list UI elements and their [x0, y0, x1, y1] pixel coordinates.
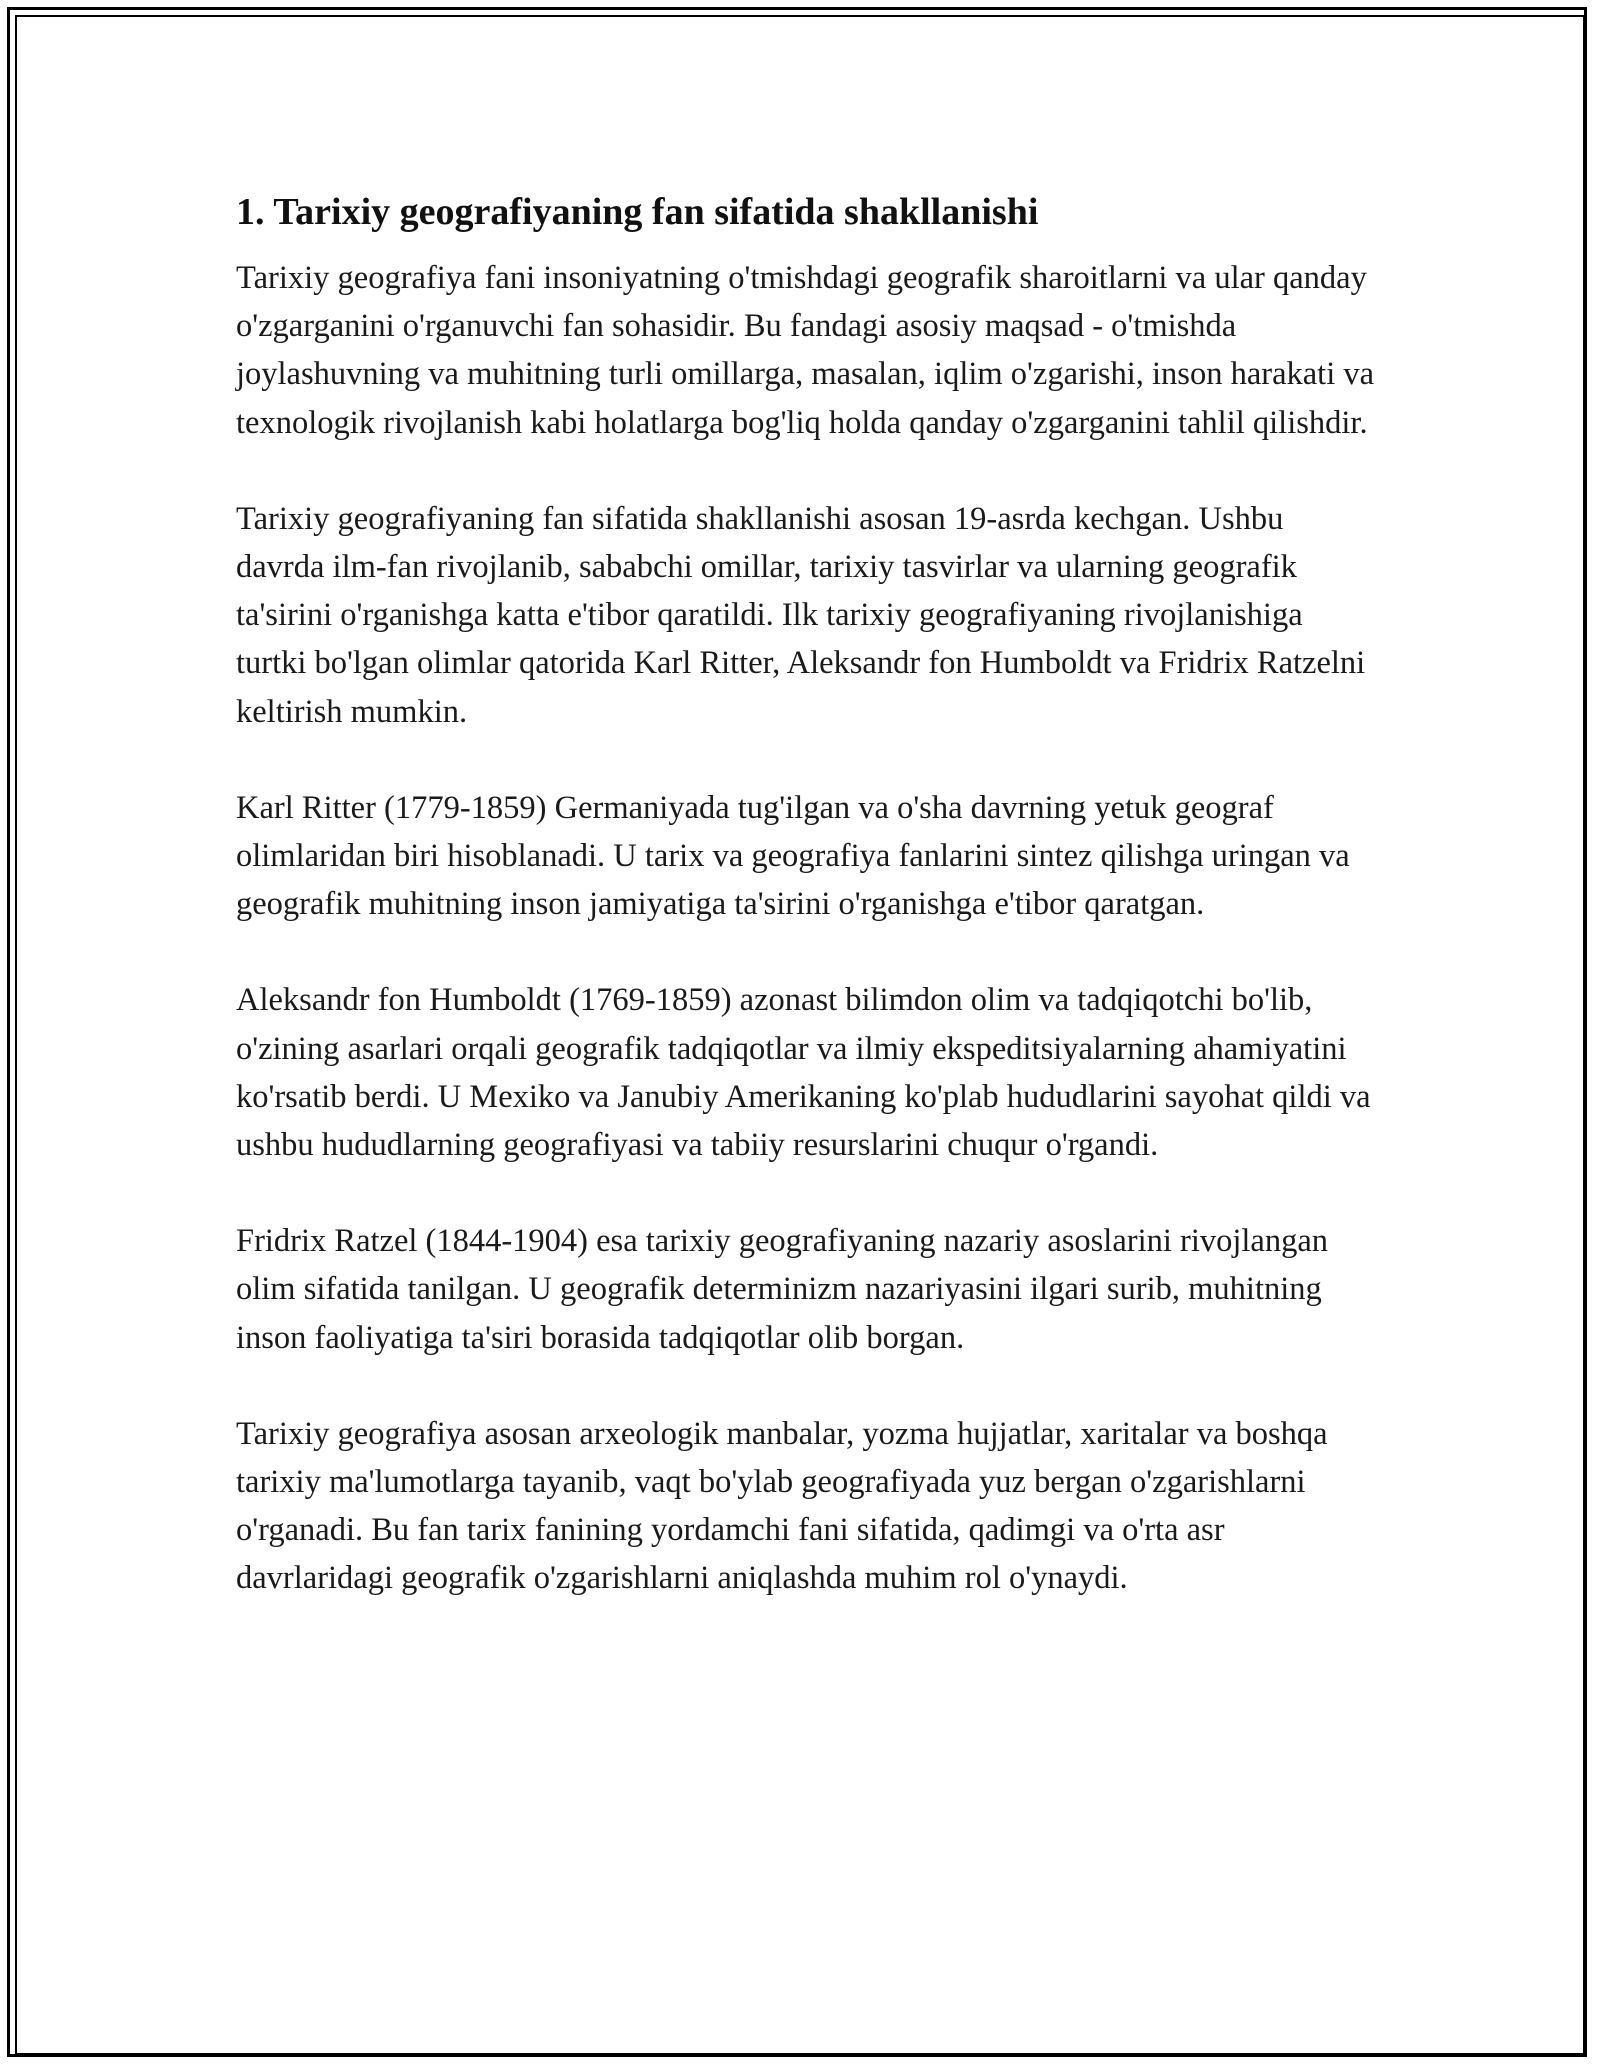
paragraph-intro: Tarixiy geografiya fani insoniyatning o'tmishdagi geografik sharoitlarni va ular qanday o'zgarganini o'rganuvchi fan sohasidir. Bu fandagi asosiy maqsad - o'tmishda joylashuvning va muhitning turli omillarga, masalan, iqlim o'zgarishi, inson harakati va texnologik rivojlanish kabi holatlarga bog'liq holda qanday o'zgarganini tahlil qilishdir. — [236, 260, 1375, 441]
paragraph-sources: Tarixiy geografiya asosan arxeologik manbalar, yozma hujjatlar, xaritalar va boshqa tarixiy ma'lumotlarga tayanib, vaqt bo'ylab geografiyada yuz bergan o'zgarishlarni o'rganadi. Bu fan tarix fanining yordamchi fani sifatida, qadimgi va o'rta asr davrlaridagi geografik o'zgarishlarni aniqlashda muhim rol o'ynaydi. — [236, 1415, 1328, 1597]
paragraph-formation: Tarixiy geografiyaning fan sifatida shakllanishi asosan 19-asrda kechgan. Ushbu davrda ilm-fan rivojlanib, sababchi omillar, tarixiy tasvirlar va ularning geografik ta'sirini o'rganishga katta e'tibor qaratildi. Ilk tarixiy geografiyaning rivojlanishiga turtki bo'lgan olimlar qatorida Karl Ritter, Aleksandr fon Humboldt va Fridrix Ratzelni keltirish mumkin. — [236, 500, 1366, 730]
paragraph-humboldt: Aleksandr fon Humboldt (1769-1859) azonast bilimdon olim va tadqiqotchi bo'lib, o'zining asarlari orqali geografik tadqiqotlar va ilmiy ekspeditsiyalarning ahamiyatini ko'rsatib berdi. U Mexiko va Janubiy Amerikaning ko'plab hududlarini sayohat qildi va ushbu hududlarning geografiyasi va tabiiy resurslarini chuqur o'rgandi. — [236, 982, 1371, 1164]
paragraph-karl-ritter: Karl Ritter (1779-1859) Germaniyada tug'ilgan va o'sha davrning yetuk geograf olimlaridan biri hisoblanadi. U tarix va geografiya fanlarini sintez qilishga uringan va geografik muhitning inson jamiyatiga ta'sirini o'rganishga e'tibor qaratgan. — [236, 789, 1350, 923]
document-body — [236, 188, 1376, 1651]
paragraph-ratzel: Fridrix Ratzel (1844-1904) esa tarixiy geografiyaning nazariy asoslarini rivojlangan olim sifatida tanilgan. U geografik determinizm nazariyasini ilgari surib, muhitning inson faoliyatiga ta'siri borasida tadqiqotlar olib borgan. — [236, 1223, 1329, 1356]
section-title: 1. Tarixiy geografiyaning fan sifatida shakllanishi — [236, 191, 1039, 233]
